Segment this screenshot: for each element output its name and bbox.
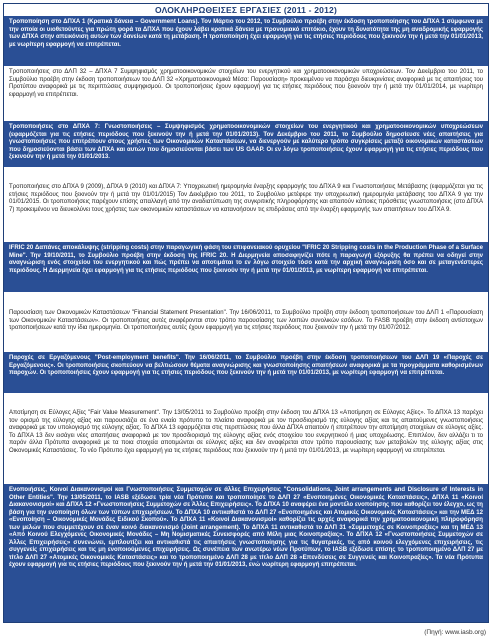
block-ifrs13-fair-value <box>4 407 488 474</box>
block-ifrs1-government-loans <box>4 16 488 66</box>
standards-panel <box>3 3 489 623</box>
block-text: Αποτίμηση σε Εύλογες Αξίες "Fair Value Measurement". Την 13/05/2011 το Συμβούλιο προέβη στην έκδοση του ΔΠΧΑ 13 «Αποτίμηση σε Εύλογες Αξίες». Το ΔΠΧΑ 13 παρέχει τον ορισμό της εύλογης αξίας και παρουσιάζει σε ένα ενιαίο πρότυπο το πλαίσιο αναφορικά με τον προσδιορισμό της εύλογης αξίας και τις απαιτούμενες γνωστοποιήσεις αναφορικά με τον υπολογισμό της εύλογης αξίας. Το ΔΠΧΑ 13 εφαρμόζεται στις περιπτώσεις που άλλα ΔΠΧΑ απαιτούν ή επιτρέπουν την αποτίμηση στοιχείων σε εύλογες αξίες. Το ΔΠΧΑ 13 δεν εισάγει νέες απαιτήσεις αναφορικά με τον προσδιορισμό της εύλογης αξίας ενός στοιχείου του ενεργητικού ή μιας υποχρέωσης. Επιπλέον, δεν αλλάζει τι το παρόν άλλα Πρότυπα αναφορικά με τα ποια στοιχεία αποτιμώνται σε εύλογες αξίες και δεν αναφέρεται στον τρόπο παρουσίασης των μεταβολών της εύλογης αξίας στις Οικονομικές Καταστάσεις. Το νέο Πρότυπο έχει εφαρμογή για τις ετήσιες περιόδους που ξεκινούν την ή μετά την 01/01/2013, με νωρίτερη εφαρμογή να επιτρέπεται. <box>9 410 483 454</box>
block-text: Παροχές σε Εργαζόμενους "Post-employment benefits". Την 16/06/2011, το Συμβούλιο προέβη στην έκδοση τροποποιήσεων του ΔΛΠ 19 «Παροχές σε Εργαζόμενους». Οι τροποποιήσεις σκοπεύουν να βελτιώσουν θέματα αναγνώρισης και γνωστοποίησης απαιτήσεων αναφορικά με τα προγράμματα καθορισμένων παροχών. Οι τροποποιήσεις έχουν εφαρμογή για τις ετήσιες περιόδους που ξεκινούν την ή μετά την 01/01/2013, με νωρίτερη εφαρμογή να επιτρέπεται. <box>9 355 483 377</box>
block-ias1-presentation <box>4 307 488 347</box>
panel-title: ΟΛΟΚΛΗΡΩΘΕΙΣΕΣ ΕΡΓΑΣΙΕΣ (2011 - 2012) <box>4 4 488 16</box>
block-ifrs7-disclosures <box>4 121 488 167</box>
block-text: Τροποποιήσεις στο ΔΠΧΑ 7: Γνωστοποιήσεις – Συμψηφισμός χρηματοοικονομικών στοιχείων του ενεργητικού και χρηματοοικονομικών υποχρεώσεων (εφαρμόζεται για τις ετήσιες περιόδους που ξεκινούν την ή μετά την 01/01/2013). Τον Δεκέμβριο του 2011, το Συμβούλιο δημοσίευσε νέες απαιτήσεις για γνωστοποιήσεις που επιτρέπουν στους χρήστες των Οικονομικών Καταστάσεων, να διενεργούν με καλύτερο τρόπο συγκρίσεις μεταξύ οικονομικών καταστάσεων που δημοσιεύονται βάσει των ΔΠΧΑ και αυτών που δημοσιεύονται βάσει των US GAAP. Οι εν λόγω τροποποιήσεις έχουν εφαρμογή για τις ετήσιες περιόδους που ξεκινούν την ή μετά την 01/01/2013. <box>9 124 483 161</box>
block-text: Ενοποιήσεις, Κοινοί Διακανονισμοί και Γνωστοποιήσεις Συμμετοχών σε άλλες Επιχειρήσεις "Consolidations, Joint arrangements and Disclosure of Interests in Other Entities". Την 13/05/2011, το IASB εξέδωσε τρία νέα Πρότυπα και τροποποίησε το ΔΛΠ 27 «Ενοποιημένες Οικονομικές Καταστάσεις», ΔΠΧΑ 11 «Κοινοί Διακανονισμοί» και ΔΠΧΑ 12 «Γνωστοποιήσεις Συμμετοχών σε Άλλες Επιχειρήσεις». Το ΔΠΧΑ 10 αναφέρει ένα μοντέλο ενοποίησης που καθορίζει τον έλεγχο, ως τη βάση για την ενοποίηση όλων των τύπων επιχειρήσεων. Το ΔΠΧΑ 10 αντικαθιστά το ΔΛΠ 27 «Ενοποιημένες και Ατομικές Οικονομικές Καταστάσεις» και την ΜΕΔ 12 «Ενοποίηση – Οικονομικές Μονάδες Ειδικού Σκοπού». Το ΔΠΧΑ 11 «Κοινοί Διακανονισμοί» καθορίζει τις αρχές αναφορικά την χρηματοοικονομική πληροφόρηση των μελών που συμμετέχουν σε έναν κοινό διακανονισμό (Joint arrangement). Το ΔΠΧΑ 11 αντικαθιστά το ΔΛΠ 31 «Συμμετοχές σε Κοινοπραξίες» και τη ΜΕΔ 13 «Από Κοινού Ελεγχόμενες Οικονομικές Μονάδες – Μη Νομισματικές Συνεισφορές από Μέλη μιας Κοινοπραξίας». Το ΔΠΧΑ 12 «Γνωστοποιήσεις Συμμετοχών σε Άλλες Επιχειρήσεις» συνενώνει, εμπλουτίζει και αντικαθιστά τις απαιτήσεις γνωστοποίησης για τις θυγατρικές, τις από κοινού ελεγχόμενες επιχειρήσεις, τις συγγενείς επιχειρήσεις και τις μη ενοποιούμενες επιχειρήσεις. Ως συνέπεια των ανωτέρω νέων Προτύπων, το IASB εξέδωσε επίσης το τροποποιημένο ΔΛΠ 27 με τίτλο ΔΛΠ 27 «Ατομικές Οικονομικές Καταστάσεις» και το τροποποιημένο ΔΛΠ 28 με τίτλο ΔΛΠ 28 «Επενδύσεις σε Συγγενείς και Κοινοπραξίες». Τα νέα Πρότυπα έχουν εφαρμογή για τις ετήσιες περιόδους που ξεκινούν την ή μετά την 01/01/2013, ενώ νωρίτερη εφαρμογή επιτρέπεται. <box>9 487 483 569</box>
block-ias32-offsetting <box>4 66 488 109</box>
block-ifrs9-mandatory-date <box>4 181 488 233</box>
block-text: Τροποποιήσεις στο ΔΠΧΑ 9 (2009), ΔΠΧΑ 9 (2010) και ΔΠΧΑ 7: Υποχρεωτική ημερομηνία έναρξης εφαρμογής του ΔΠΧΑ 9 και Γνωστοποιήσεις Μετάβασης (εφαρμόζεται για τις ετήσιες περιόδους που ξεκινούν την ή μετά την 01/01/2015) Τον Δεκέμβριο του 2011, το Συμβούλιο μετέφερε την υποχρεωτική ημερομηνία μετάβασης του ΔΠΧΑ 9 για την 01/01/2015. Οι τροποποιήσεις παρέχουν επίσης απαλλαγή από την αναδιατύπωση της συγκριτικής πληροφόρησης και απαιτούν κάποιες πρόσθετες γνωστοποιήσεις (στο ΔΠΧΑ 7) προκειμένου να διευκολύνει τους χρήστες των οικονομικών καταστάσεων να κατανοήσουν τις επιδράσεις από την έναρξη εφαρμογής των απαιτήσεων του ΔΠΧΑ 9. <box>9 184 483 213</box>
block-ifric20-stripping-costs <box>4 242 488 292</box>
block-text: Τροποποιήσεις στο ΔΛΠ 32 – ΔΠΧΑ 7 Συμψηφισμός χρηματοοικονομικών στοιχείων του ενεργητικού και χρηματοοικονομικών υποχρεώσεων. Τον Δεκέμβριο του 2011, το Συμβούλιο προέβη στην έκδοση τροποποιήσεων του ΔΛΠ 32 «Χρηματοοικονομικά Μέσα: Παρουσίαση» προκειμένου να παράσχει διευκρινίσεις αναφορικά με τις απαιτήσεις του Προτύπου αναφορικά με τις περιπτώσεις συμψηφισμού. Οι τροποποιήσεις έχουν εφαρμογή για τις ετήσιες περιόδους που ξεκινούν την ή μετά την 01/01/2014, με νωρίτερη εφαρμογή να επιτρέπεται. <box>9 69 483 98</box>
block-text: Τροποποίηση στο ΔΠΧΑ 1 (Κρατικά δάνεια – Government Loans). Τον Μάρτιο του 2012, το Συμβούλιο προέβη στην έκδοση τροποποίησης του ΔΠΧΑ 1 σύμφωνα με την οποία οι υιοθετούντες για πρώτη φορά τα ΔΠΧΑ που έχουν λάβει κρατικά δάνεια με προνομιακό επιτόκιο, έχουν τη δυνατότητα της μη αναδρομικής εφαρμογής των ΔΠΧΑ στην απεικόνιση αυτών των δανείων κατά τη μετάβαση. Η τροποποίηση έχει εφαρμογή για τις ετήσιες περιόδους που ξεκινούν την ή μετά την 01/01/2013, με νωρίτερη εφαρμογή να επιτρέπεται. <box>9 19 483 48</box>
source-note: (Πηγή: www.iasb.org) <box>424 629 486 636</box>
block-consolidation-standards <box>4 484 488 623</box>
block-text: IFRIC 20 Δαπάνες αποκάλυψης (stripping costs) στην παραγωγική φάση του επιφανειακού ορυχείου "IFRIC 20 Stripping costs in the Production Phase of a Surface Mine". Την 19/10/2011, το Συμβούλιο προέβη στην έκδοση της IFRIC 20. Η Διερμηνεία αποσαφηνίζει πότε η παραγωγή εξόρυξης θα πρέπει να οδηγεί στην αναγνώριση ενός στοιχείου του ενεργητικού και πώς πρέπει να αποτιμάται το εν λόγω στοιχείο τόσο κατά την αρχική αναγνώριση όσο και σε μεταγενέστερες περιόδους. Η Διερμηνεία έχει εφαρμογή για τις ετήσιες περιόδους που ξεκινούν την ή μετά την 01/01/2013, με νωρίτερη εφαρμογή να επιτρέπεται. <box>9 245 483 274</box>
block-text: Παρουσίαση των Οικονομικών Καταστάσεων "Financial Statement Presentation". Την 16/06/2011, το Συμβούλιο προέβη στην έκδοση τροποποιήσεων του ΔΛΠ 1 «Παρουσίαση των Οικονομικών Καταστάσεων». Οι τροποποιήσεις αυτές αναφέρονται στον τρόπο παρουσίασης των λοιπών συνολικών εσόδων. Το FASB προέβη στην έκδοση αντίστοιχων τροποποιήσεων κατά την ίδια ημερομηνία. Οι τροποποιήσεις αυτές έχουν εφαρμογή για τις ετήσιες περιόδους που ξεκινούν την ή μετά την 01/07/2012. <box>9 310 483 332</box>
block-ias19-employee-benefits <box>4 352 488 393</box>
